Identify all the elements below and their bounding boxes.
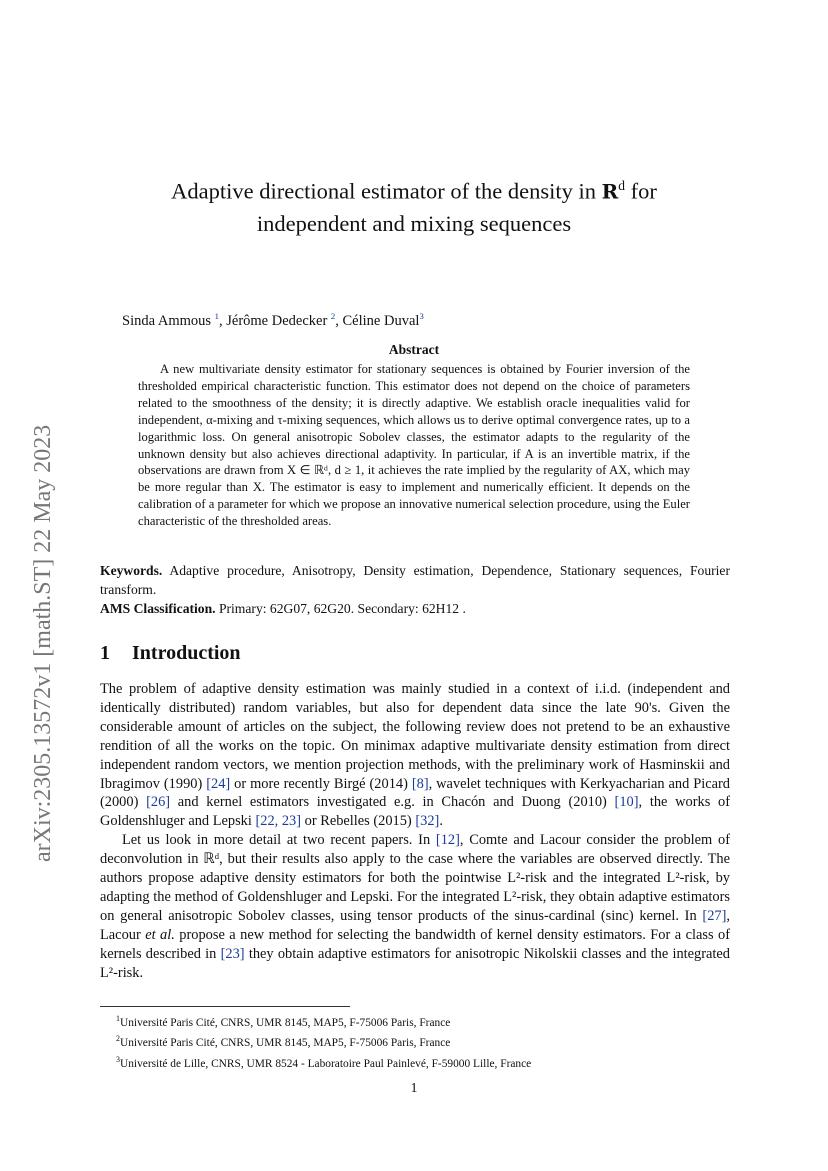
keywords-label: Keywords. [100, 563, 163, 578]
author-name: Sinda Ammous [122, 312, 215, 329]
citation-link[interactable]: [27] [702, 907, 727, 924]
page-number: 1 [410, 1081, 418, 1096]
paragraph-text: The problem of adaptive density estimation was mainly studied in a context of i.i.d. (independent and identically distributed) random variables, but also for dependent data since the late 90's. Given the considerable amount of articles on the subject, the following review does not pretend to be an exhaustive rendition of all the works on the topic. On minimax adaptive multivariate density estimation from direct independent random vectors, we mention projection methods, with the preliminary work of Hasminskii and Ibragimov (1990) [100, 681, 730, 792]
title-line1-text: Adaptive directional estimator of the density in [171, 178, 602, 204]
author-separator: , [219, 312, 227, 329]
paragraph-text: , wavelet techniques with Kerkyacharian and Picard (2000) [100, 775, 730, 811]
footnote [116, 1052, 736, 1072]
author-affiliation-link[interactable]: 3 [419, 311, 424, 321]
paragraph-text: and kernel estimators investigated e.g. in Chacón and Duong (2010) [170, 794, 615, 811]
citation-link[interactable]: [8] [411, 775, 429, 792]
paper-title [120, 170, 708, 239]
section-title-text: Introduction [132, 642, 241, 664]
author-name: Céline Duval [342, 312, 420, 329]
author-affiliation-link[interactable]: 1 [214, 311, 219, 321]
footnote-mark: 1 [116, 1014, 120, 1023]
intro-paragraph-2 [100, 831, 730, 982]
citation-link[interactable]: [12] [435, 832, 460, 849]
paragraph-text: , Comte and Lacour consider the problem of deconvolution in ℝᵈ, but their results also apply to the case where the variables are observed directly. The authors propose adaptive density estimators for both the pointwise L²-risk and the integrated L²-risk, by adapting the method of Goldenshluger and Lepski. For the integrated L²-risk, they obtain adaptive estimators on general anisotropic Sobolev classes, using tensor products of the sinus-cardinal (sinc) kernel. In [100, 832, 730, 924]
author-separator: , [335, 312, 343, 329]
ams-classification-line [100, 599, 730, 618]
paragraph-text: propose a new method for selecting the bandwidth of kernel density estimators. For a class of kernels described in [100, 926, 730, 962]
citation-link[interactable]: [32] [415, 813, 440, 830]
title-blackboard-r: R [601, 179, 619, 204]
arxiv-identifier-stamp[interactable]: arXiv:2305.13572v1 [math.ST] 22 May 2023 [30, 424, 56, 862]
intro-paragraph-1 [100, 680, 730, 831]
title-superscript-d: d [618, 178, 625, 193]
abstract-text: A new multivariate density estimator for stationary sequences is obtained by Fourier inversion of the thresholded empirical characteristic function. This estimator does not depend on the choice of parameters related to the smoothness of the density; it is directly adaptive. We establish oracle inequalities valid for independent, α-mixing and τ-mixing sequences, which allows us to derive optimal convergence rates, up to a logarithmic loss. On general anisotropic Sobolev classes, the estimator adapts to the regularity of the unknown density but also achieves directional adaptivity. In particular, if A is an invertible matrix, if the observations are drawn from X ∈ ℝᵈ, d ≥ 1, it achieves the rate implied by the regularity of AX, which may be more regular than X. The estimator is easy to implement and numerically efficient. It depends on the calibration of a parameter for which we propose an innovative numerical selection procedure, using the Euler characteristic of the thresholded areas. [138, 362, 690, 529]
section-heading [100, 642, 241, 665]
author-affiliation-link[interactable]: 2 [330, 311, 336, 321]
title-line2: independent and mixing sequences [256, 210, 572, 236]
footnote-rule [100, 1006, 350, 1007]
citation-link[interactable]: [22, 23] [255, 813, 302, 830]
footnote [116, 1011, 736, 1031]
footnote-text: Université Paris Cité, CNRS, UMR 8145, MAP5, F-75006 Paris, France [119, 1016, 451, 1029]
footnotes [116, 1011, 736, 1072]
emphasis-text: et al. [145, 926, 175, 943]
citation-link[interactable]: [10] [614, 794, 639, 811]
ams-label: AMS Classification. [100, 601, 216, 616]
keywords-line [100, 561, 730, 599]
introduction-body [100, 680, 730, 983]
footnote-mark: 2 [116, 1034, 120, 1044]
citation-link[interactable]: [24] [206, 775, 231, 792]
keywords-block [100, 561, 730, 618]
section-number: 1 [100, 642, 110, 664]
paragraph-text: , Lacour [100, 907, 730, 943]
author-name: Jérôme Dedecker [226, 312, 331, 329]
paragraph-text: they obtain adaptive estimators for anisotropic Nikolskii classes and the integrated L²-risk. [100, 945, 730, 981]
paragraph-text: . [439, 813, 443, 830]
footnote-mark: 3 [116, 1054, 120, 1064]
footnote-text: Université de Lille, CNRS, UMR 8524 - Laboratoire Paul Painlevé, F-59000 Lille, France [119, 1057, 532, 1070]
paragraph-text: Let us look in more detail at two recent papers. In [122, 832, 436, 849]
paragraph-text: , the works of Goldenshluger and Lepski [100, 794, 730, 830]
footnote [116, 1031, 736, 1051]
abstract-heading: Abstract [388, 342, 440, 357]
citation-link[interactable]: [23] [220, 945, 245, 962]
keywords-text: Adaptive procedure, Anisotropy, Density estimation, Dependence, Stationary sequences, Fourier transform. [100, 563, 730, 597]
ams-text: Primary: 62G07, 62G20. Secondary: 62H12 . [215, 601, 466, 616]
author-list [122, 311, 424, 330]
citation-link[interactable]: [26] [146, 794, 171, 811]
paragraph-text: or Rebelles (2015) [301, 813, 416, 830]
paragraph-text: or more recently Birgé (2014) [230, 775, 412, 792]
footnote-text: Université Paris Cité, CNRS, UMR 8145, MAP5, F-75006 Paris, France [119, 1037, 451, 1050]
title-line1-end: for [625, 178, 657, 204]
